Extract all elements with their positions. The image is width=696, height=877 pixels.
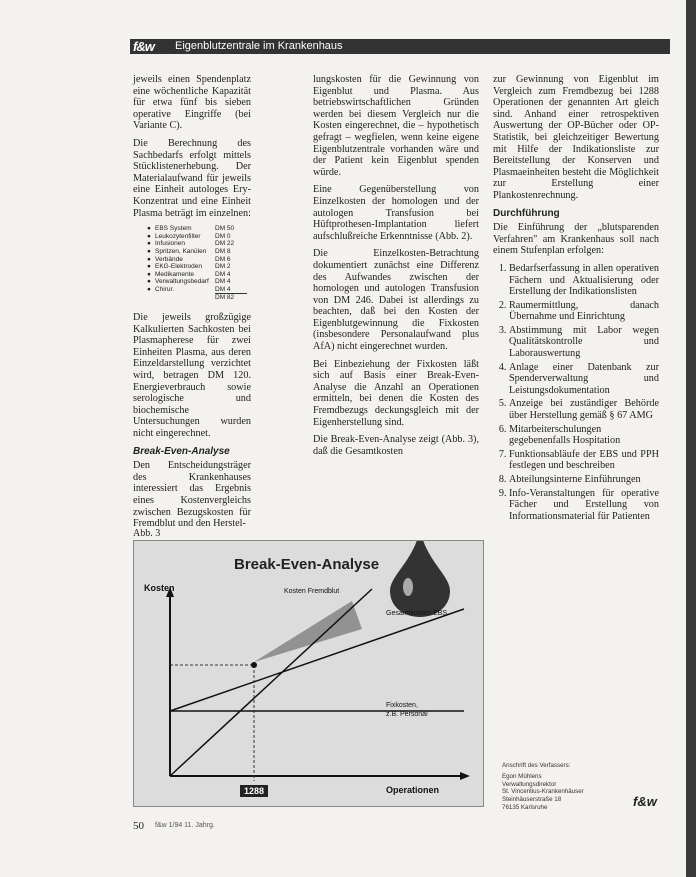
cost-name: Infusionen — [155, 240, 185, 248]
chart-title: Break-Even-Analyse — [234, 556, 380, 573]
cost-total: DM 82 — [215, 293, 247, 302]
cost-name: Leukozytenfilter — [155, 232, 201, 240]
journal-logo: f&w — [133, 39, 154, 54]
cost-name: Verwaltungsbedarf — [155, 278, 209, 286]
address-line: St. Vincentius-Krankenhäuser — [502, 788, 584, 796]
cost-value: DM 4 — [215, 270, 231, 278]
step-item: 1. Bedarfserfassung in allen operativen Fächern und Aktualisierung oder Erstellung der Indikationslisten — [509, 263, 659, 298]
cost-value: DM 4 — [215, 278, 231, 286]
cost-value: DM 22 — [215, 240, 235, 248]
col3-paragraph-2: Die Einführung der „blutsparenden Verfahren" am Krankenhaus soll nach einem Stufenplan erfolgen: — [493, 222, 659, 257]
cost-name: Spritzen, Kanülen — [155, 247, 207, 255]
break-even-chart — [134, 541, 483, 806]
address-line: Steinhäuserstraße 18 — [502, 796, 562, 804]
col2-paragraph-1: lungskosten für die Gewinnung von Eigenblut und Plasma. Aus betriebswirtschaftlichen Gründen werden bei diesem Vergleich nur die Kosten eingerechnet, die – hypothetisch gefragt – wegfielen, wenn keine eigene Eigenblutzentrale vorhanden wäre und der Patient kein Eigenblut spenden würde. — [313, 74, 479, 178]
col1-paragraph-3: Die jeweils großzügige Kalkulierten Sachkosten bei Plasmapherese für zwei Einheiten Plasma, aus deren Einzeldarstellung verzichtet wird, betragen DM 120. Energieverbrauch sowie serologische und biochemische Untersuchungen wurden nicht eingerechnet. — [133, 312, 251, 439]
bullet-icon: ● — [147, 263, 151, 271]
step-item: 6. Mitarbeiterschulungen gegebenenfalls Hospitation — [509, 424, 659, 447]
cost-link[interactable]: DM 120 — [207, 370, 249, 382]
cost-list — [147, 225, 251, 302]
bullet-icon: ● — [147, 285, 151, 293]
cost-row — [147, 233, 247, 241]
bullet-icon: ● — [147, 240, 151, 248]
y-axis-label: Kosten — [144, 583, 175, 593]
col2-paragraph-2: Eine Gegenüberstellung von Einzelkosten der homologen und der autologen Transfusion bei Hüftprothesen-Implantation liefert aufschlußreiche Erkenntnisse (Abb. 2). — [313, 184, 479, 242]
bullet-icon: ● — [147, 232, 151, 240]
col1-paragraph-2: Die Berechnung des Sachbedarfs erfolgt mittels Stücklistenerhebung. Der Materialaufwand für jeweils eine Einheit autologes Ery-Konzentrat und eine Einheit Plasma beträgt im einzelnen: — [133, 137, 251, 219]
author-address — [502, 762, 584, 812]
col2-paragraph-5: Die Break-Even-Analyse zeigt (Abb. 3), daß die Gesamtkosten — [313, 434, 479, 457]
cost-name: EBS System — [155, 225, 192, 233]
steps-list — [493, 263, 659, 522]
footer-source: f&w 1/94 11. Jahrg. — [155, 822, 215, 829]
step-item: 9. Info-Veranstaltungen für operative Fächer und Erstellung von Informationsmaterial für Patienten — [509, 488, 659, 523]
cost-row — [147, 256, 247, 264]
address-line: 76135 Karlsruhe — [502, 803, 548, 811]
column-3 — [493, 74, 659, 524]
step-item: 3. Abstimmung mit Labor wegen Qualitätskontrolle und Laborauswertung — [509, 325, 659, 360]
cost-value: DM 2 — [215, 263, 231, 271]
page-number: 50 — [133, 820, 144, 832]
address-line: Egon Mühlens — [502, 772, 542, 780]
cost-row — [147, 225, 247, 233]
bullet-icon: ● — [147, 270, 151, 278]
cost-value: DM 50 — [215, 225, 235, 233]
bullet-icon: ● — [147, 247, 151, 255]
cost-value: DM 0 — [215, 232, 231, 240]
step-item: 5. Anzeige bei zuständiger Behörde über Herstellung gemäß § 67 AMG — [509, 398, 659, 421]
cost-row — [147, 248, 247, 256]
step-item: 2. Raumermittlung, danach Übernahme und Einrichtung — [509, 300, 659, 323]
step-item: 4. Anlage einer Datenbank zur Spenderverwaltung und Leistungsdokumentation — [509, 362, 659, 397]
cost-value: DM 4 — [215, 285, 231, 293]
break-even-value: 1288 — [244, 786, 265, 796]
break-even-figure — [133, 540, 484, 807]
col1-paragraph-4: Den Entscheidungsträger des Krankenhauses interessiert das Ergebnis eines Kostenvergleichs zwischen Bezugskosten für Fremdblut und den Herstel- — [133, 460, 251, 530]
column-2 — [313, 74, 479, 463]
cost-row — [147, 271, 247, 279]
cost-row — [147, 286, 247, 294]
footer-logo: f&w — [633, 794, 657, 809]
cost-row — [147, 263, 247, 271]
cost-name: Chirur. — [155, 285, 175, 293]
cost-value: DM 8 — [215, 247, 231, 255]
break-even-point — [251, 662, 257, 668]
bullet-icon: ● — [147, 255, 151, 263]
col2-paragraph-3: Die Einzelkosten-Betrachtung dokumentiert zunächst eine Differenz des Aufwandes zwischen der homologen und autologen Transfusion von DM 246. Dabei ist allerdings zu beachten, daß bei den Kosten der Eigenblutgewinnung die Fixkosten (insbesondere Personalaufwand plus AfA) nicht eingerechnet wurden. — [313, 248, 479, 353]
bullet-icon: ● — [147, 225, 151, 233]
cost-name: EKG-Elektroden — [155, 263, 202, 271]
cost-row — [147, 240, 247, 248]
section-heading-durchfuehrung: Durchführung — [493, 207, 560, 219]
address-label: Anschrift des Verfassers: — [502, 762, 571, 769]
label-fremdblut: Kosten Fremdblut — [284, 588, 340, 595]
col1-paragraph-1: jeweils einen Spendenplatz eine wöchentliche Kapazität für etwa fünf bis sieben operative Eingriffe (bei Variante C). — [133, 74, 251, 132]
col2-paragraph-4: Bei Einbeziehung der Fixkosten läßt sich auf Basis einer Break-Even-Analyse die Anzahl an Operationen ermitteln, bei denen die Kosten des Fremdbezugs deckungsgleich mit der Eigenherstellung sind. — [313, 358, 479, 428]
label-gesamtkosten: Gesamtkosten EBS — [386, 610, 448, 617]
x-axis-label: Operationen — [386, 785, 440, 795]
step-item: 8. Abteilungsinterne Einführungen — [509, 474, 659, 486]
column-1 — [133, 74, 251, 536]
header-title: Eigenblutzentrale im Krankenhaus — [175, 40, 343, 52]
bullet-icon: ● — [147, 278, 151, 286]
figure-label: Abb. 3 — [133, 528, 161, 539]
cost-name: Verbände — [155, 255, 183, 263]
col3-paragraph-1: zur Gewinnung von Eigenblut im Vergleich zum Fremdbezug bei 1288 Operationen der genannten Art gleich sind. Anhand einer retrospektiven Auswertung der OP-Bücher oder OP-Statistik, bei gleichzeitiger Bewertung mit Hilfe der Indikationsliste zur Bereitstellung der Konserven und Plasmaeinheiten besteht die Möglichkeit zur Erstellung einer Plankostenrechnung. — [493, 74, 659, 201]
cost-name: Medikamente — [155, 270, 195, 278]
address-line: Verwaltungsdirektor — [502, 780, 557, 788]
page-edge — [686, 0, 696, 877]
cost-row — [147, 278, 247, 286]
cost-value: DM 6 — [215, 255, 231, 263]
section-heading-break-even: Break-Even-Analyse — [133, 445, 230, 457]
label-fixkosten: Fixkosten, — [386, 702, 418, 709]
step-item: 7. Funktionsabläufe der EBS und PPH festlegen und beschreiben — [509, 449, 659, 472]
label-fixkosten-2: z.B. Personal — [386, 711, 428, 718]
